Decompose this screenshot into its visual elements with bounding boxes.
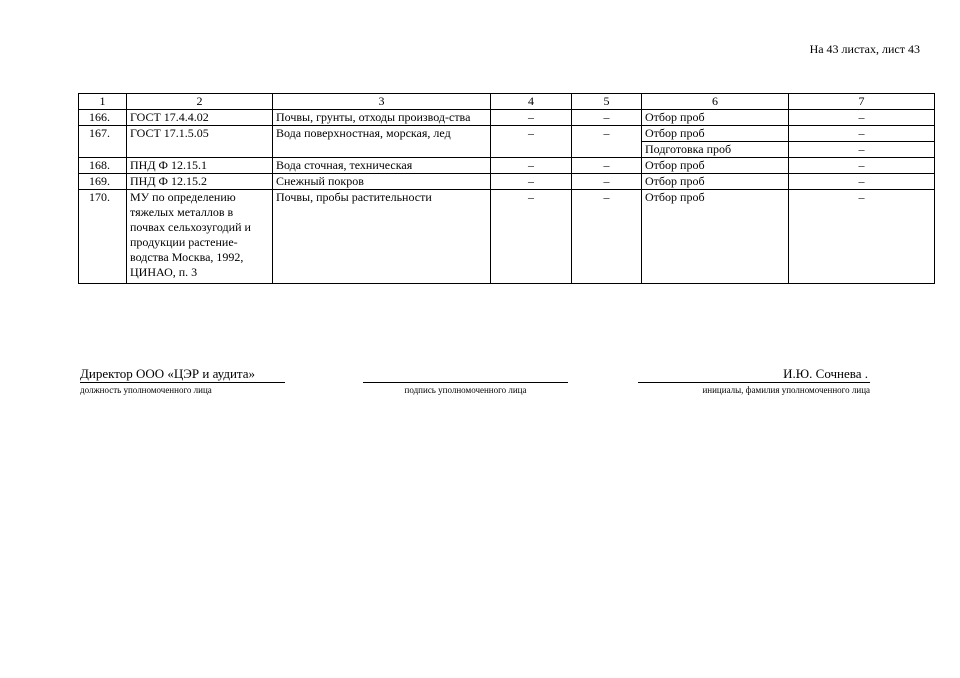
signature-column (363, 366, 568, 396)
column-4-cell: – (491, 110, 572, 126)
row-number: 168. (79, 158, 127, 174)
object-cell: Почвы, грунты, отходы производ-ства (273, 110, 491, 126)
document-cell: ПНД Ф 12.15.2 (127, 174, 273, 190)
table-row (79, 190, 935, 284)
header-row (79, 94, 935, 110)
row-number: 169. (79, 174, 127, 190)
sheet-number: На 43 листах, лист 43 (809, 42, 920, 56)
column-5-cell: – (572, 110, 642, 126)
row-number: 166. (79, 110, 127, 126)
column-6-cell: Отбор проб (642, 190, 789, 284)
signatory-name: И.Ю. Сочнева . (638, 366, 870, 383)
table-row (79, 126, 935, 142)
table-row (79, 110, 935, 126)
column-header: 1 (79, 94, 127, 110)
column-6-cell: Отбор проб (642, 174, 789, 190)
signature-line (363, 366, 568, 383)
column-header: 4 (491, 94, 572, 110)
document-cell: МУ по определению тяжелых металлов в почвах сельхозугодий и продукции растение-водства Москва, 1992, ЦИНАО, п. 3 (127, 190, 273, 284)
position-title: Директор ООО «ЦЭР и аудита» (80, 366, 285, 383)
column-5-cell: – (572, 126, 642, 158)
column-header: 2 (127, 94, 273, 110)
row-number: 167. (79, 126, 127, 158)
column-7-cell: – (789, 158, 935, 174)
column-7-cell: – (789, 142, 935, 158)
column-4-cell: – (491, 158, 572, 174)
column-7-cell: – (789, 126, 935, 142)
column-header: 6 (642, 94, 789, 110)
column-header: 7 (789, 94, 935, 110)
column-header: 3 (273, 94, 491, 110)
name-caption: инициалы, фамилия уполномоченного лица (702, 385, 870, 395)
column-4-cell: – (491, 174, 572, 190)
column-7-cell: – (789, 190, 935, 284)
column-header: 5 (572, 94, 642, 110)
column-6-cell: Отбор проб (642, 158, 789, 174)
signature-caption: подпись уполномоченного лица (404, 385, 527, 395)
object-cell: Снежный покров (273, 174, 491, 190)
accreditation-table (78, 93, 935, 284)
table-row (79, 174, 935, 190)
column-5-cell: – (572, 174, 642, 190)
document-cell: ПНД Ф 12.15.1 (127, 158, 273, 174)
document-cell: ГОСТ 17.4.4.02 (127, 110, 273, 126)
row-number: 170. (79, 190, 127, 284)
object-cell: Вода сточная, техническая (273, 158, 491, 174)
object-cell: Вода поверхностная, морская, лед (273, 126, 491, 158)
column-6-cell: Подготовка проб (642, 142, 789, 158)
signature-block (80, 366, 870, 398)
column-6-cell: Отбор проб (642, 126, 789, 142)
table-row (79, 158, 935, 174)
name-column (638, 366, 870, 396)
column-4-cell: – (491, 190, 572, 284)
column-7-cell: – (789, 174, 935, 190)
object-cell: Почвы, пробы растительности (273, 190, 491, 284)
column-5-cell: – (572, 158, 642, 174)
column-4-cell: – (491, 126, 572, 158)
position-column (80, 366, 285, 396)
position-caption: должность уполномоченного лица (80, 385, 212, 395)
document-cell: ГОСТ 17.1.5.05 (127, 126, 273, 158)
column-7-cell: – (789, 110, 935, 126)
column-6-cell: Отбор проб (642, 110, 789, 126)
column-5-cell: – (572, 190, 642, 284)
